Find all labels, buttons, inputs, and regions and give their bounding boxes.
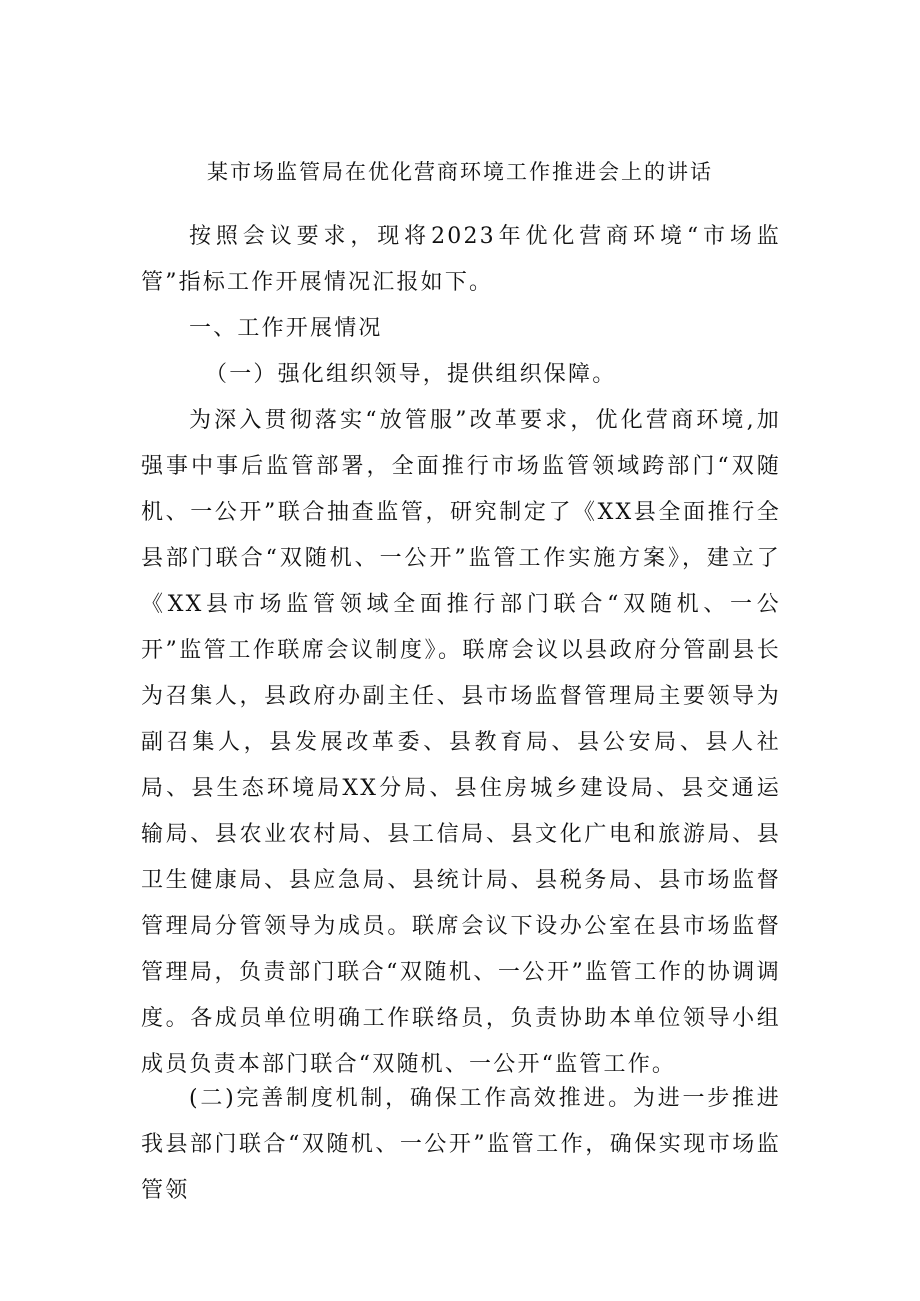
intro-paragraph: 按照会议要求，现将2023年优化营商环境“市场监管”指标工作开展情况汇报如下。 xyxy=(141,224,781,295)
body-paragraph-system-mechanism: (二)完善制度机制，确保工作高效推进。为进一步推进我县部门联合“双随机、一公开”监管工作，确保实现市场监管领 xyxy=(141,1086,781,1203)
document-title: 某市场监管局在优化营商环境工作推进会上的讲话 xyxy=(207,160,713,184)
section-heading-work-progress: 一、工作开展情况 xyxy=(189,316,383,341)
subsection-heading-organization: （一）强化组织领导，提供组织保障。 xyxy=(205,362,617,387)
body-paragraph-organization: 为深入贯彻落实“放管服”改革要求，优化营商环境,加强事中事后监管部署，全面推行市场监管领域跨部门“双随机、一公开”联合抽查监管，研究制定了《XX县全面推行全县部门联合“双随机、一公开”监管工作实施方案》，建立了《XX县市场监管领域全面推行部门联合“双随机、一公开”监管工作联席会议制度》。联席会议以县政府分管副县长为召集人，县政府办副主任、县市场监督管理局主要领导为副召集人，县发展改革委、县教育局、县公安局、县人社局、县生态环境局XX分局、县住房城乡建设局、县交通运输局、县农业农村局、县工信局、县文化广电和旅游局、县卫生健康局、县应急局、县统计局、县税务局、县市场监督管理局分管领导为成员。联席会议下设办公室在县市场监督管理局，负责部门联合“双随机、一公开”监管工作的协调调度。各成员单位明确工作联络员，负责协助本单位领导小组成员负责本部门联合“双随机、一公开“监管工作。 xyxy=(141,408,781,1077)
